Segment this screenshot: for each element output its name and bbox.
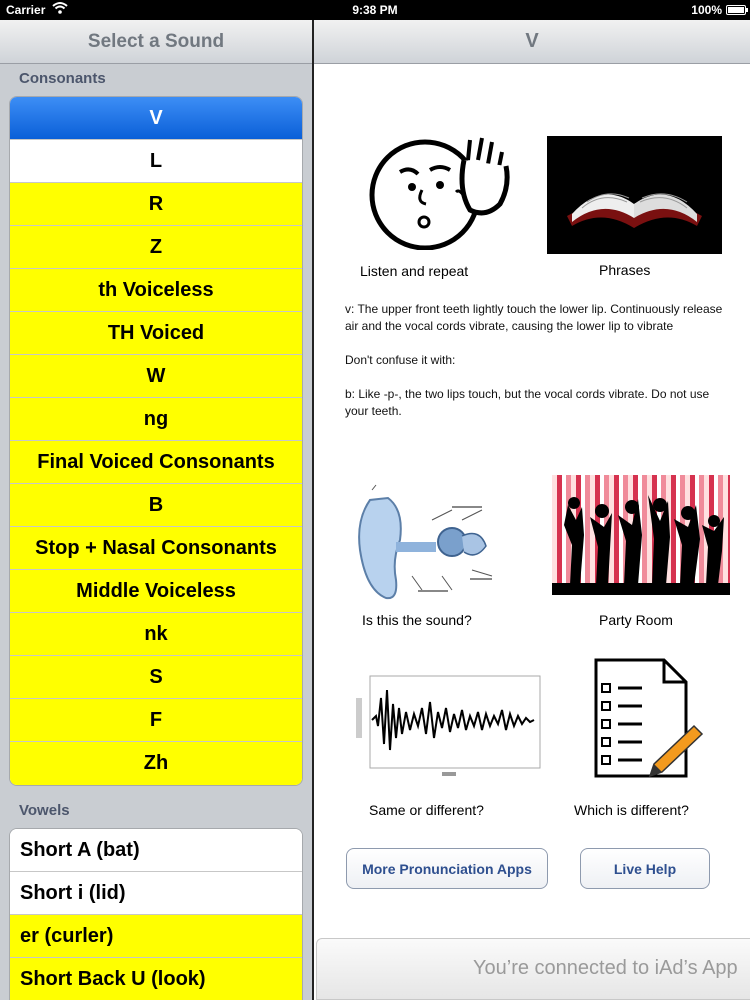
open-book-icon [547, 136, 722, 254]
which-different-label: Which is different? [574, 802, 689, 818]
sound-list-item[interactable]: Zh [10, 742, 302, 785]
detail-pane [314, 20, 750, 1000]
right-nav-bar [314, 20, 750, 64]
consonants-list [9, 96, 303, 786]
sound-list-item[interactable]: Short i (lid) [10, 872, 302, 915]
waveform-icon [354, 668, 544, 780]
sound-list-item[interactable]: Z [10, 226, 302, 269]
section-header-consonants: Consonants [19, 70, 106, 87]
iad-banner[interactable] [316, 938, 750, 1000]
listen-repeat-label: Listen and repeat [360, 263, 469, 279]
same-different-label: Same or different? [369, 802, 484, 818]
live-help-button[interactable]: Live Help [580, 848, 710, 889]
phrases-tile[interactable] [547, 136, 722, 254]
checklist-pencil-icon [590, 656, 710, 780]
sound-list-item[interactable]: er (curler) [10, 915, 302, 958]
sound-list-item[interactable]: nk [10, 613, 302, 656]
vowels-list [9, 828, 303, 1000]
sound-list-item[interactable]: Stop + Nasal Consonants [10, 527, 302, 570]
same-different-tile[interactable] [354, 668, 544, 780]
sound-list-item[interactable]: ng [10, 398, 302, 441]
is-this-sound-label: Is this the sound? [362, 612, 472, 628]
sound-list-item[interactable]: S [10, 656, 302, 699]
battery-icon [726, 5, 746, 15]
left-nav-bar [0, 20, 312, 64]
sound-list-item[interactable]: F [10, 699, 302, 742]
sound-description [345, 301, 735, 437]
description-confuse: Don't confuse it with: [345, 353, 456, 367]
sound-list-item[interactable]: Short A (bat) [10, 829, 302, 872]
detail-title: V [525, 30, 539, 52]
battery-percent: 100% [691, 3, 722, 17]
sound-list-item[interactable]: Short Back U (look) [10, 958, 302, 1000]
party-room-label: Party Room [599, 612, 673, 628]
sound-list-item[interactable]: W [10, 355, 302, 398]
more-pronunciation-apps-button[interactable]: More Pronunciation Apps [346, 848, 548, 889]
description-b: b: Like -p-, the two lips touch, but the vocal cords vibrate. Do not use your teeth. [345, 387, 710, 418]
carrier-label: Carrier [6, 3, 46, 17]
description-v: v: The upper front teeth lightly touch the lower lip. Continuously release air and the vocal cords vibrate, causing the lower lip to vibrate [345, 302, 723, 333]
section-header-vowels: Vowels [19, 802, 70, 819]
phrases-label: Phrases [599, 262, 651, 278]
sound-list-item[interactable]: Final Voiced Consonants [10, 441, 302, 484]
status-bar [0, 0, 750, 20]
sound-list-item[interactable]: Middle Voiceless [10, 570, 302, 613]
sound-list-item[interactable]: R [10, 183, 302, 226]
which-different-tile[interactable] [590, 656, 710, 780]
is-this-sound-tile[interactable] [352, 480, 510, 605]
iad-banner-text: You’re connected to iAd’s App [473, 957, 738, 979]
listening-face-icon [360, 130, 530, 250]
sound-list-item[interactable]: B [10, 484, 302, 527]
dancing-silhouettes-icon [552, 475, 730, 595]
listen-repeat-tile[interactable] [360, 130, 530, 250]
sound-list-item[interactable]: TH Voiced [10, 312, 302, 355]
left-nav-title: Select a Sound [87, 31, 225, 52]
clock: 9:38 PM [352, 3, 398, 17]
party-room-tile[interactable] [552, 475, 730, 595]
ear-anatomy-icon [352, 480, 510, 605]
sound-list-item[interactable]: V [10, 97, 302, 140]
sound-list-pane [0, 20, 312, 1000]
sound-list-item[interactable]: L [10, 140, 302, 183]
sound-list-item[interactable]: th Voiceless [10, 269, 302, 312]
